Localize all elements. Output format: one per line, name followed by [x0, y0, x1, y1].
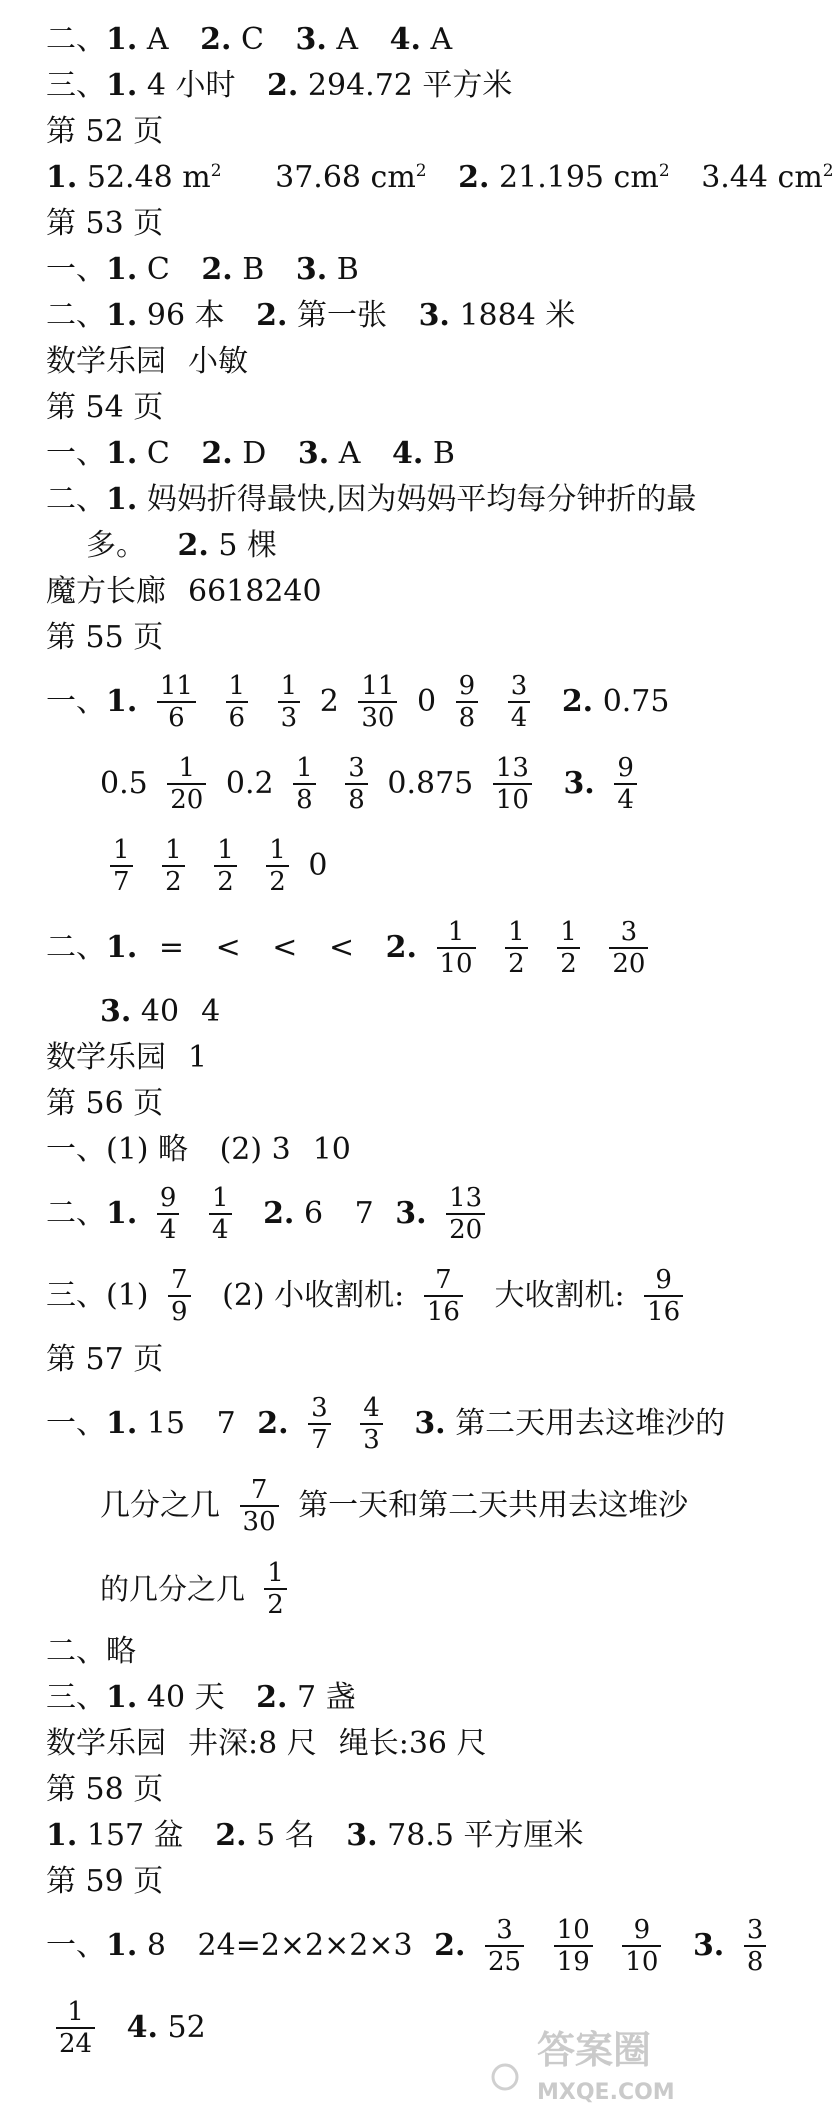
fraction — [622, 1915, 661, 1977]
answer-text: (1) — [106, 1278, 149, 1313]
numerator: 1 — [226, 671, 249, 703]
item-number: 2. — [561, 684, 594, 719]
fraction — [360, 1393, 383, 1455]
section-label: 一、 — [46, 1406, 106, 1441]
answer-text: 21.195 cm — [499, 160, 659, 195]
page-heading-text: 第 56 页 — [46, 1086, 164, 1121]
denominator: 20 — [449, 1215, 483, 1245]
item-number: 1. — [106, 1680, 138, 1715]
numerator: 4 — [360, 1393, 383, 1425]
denominator: 19 — [556, 1947, 590, 1977]
fraction — [226, 671, 249, 733]
section-label: 一、 — [46, 252, 106, 287]
page-heading-text: 第 57 页 — [46, 1342, 164, 1377]
item-number: 2. — [177, 528, 209, 563]
answer-text: 15 — [146, 1406, 186, 1441]
fraction — [614, 753, 637, 815]
answer-line — [86, 524, 746, 568]
fraction — [644, 1265, 683, 1327]
section-title: 数学乐园 — [46, 344, 166, 379]
numerator: 13 — [493, 753, 532, 785]
page-heading — [46, 1768, 706, 1812]
fraction — [437, 917, 476, 979]
answer-line — [46, 908, 706, 986]
denominator: 9 — [171, 1297, 188, 1327]
fraction — [456, 671, 479, 733]
denominator: 8 — [458, 703, 476, 733]
fraction — [557, 917, 580, 979]
superscript: 2 — [822, 161, 834, 181]
fraction — [209, 1183, 232, 1245]
answer-line — [46, 1128, 706, 1172]
numerator: 1 — [110, 835, 133, 867]
item-number: 1. — [106, 252, 138, 287]
numerator: 1 — [505, 917, 528, 949]
item-number: 3. — [418, 298, 450, 333]
numerator: 7 — [168, 1265, 191, 1297]
numerator: 1 — [209, 1183, 232, 1215]
fraction — [240, 1475, 279, 1537]
item-number: 1. — [106, 1928, 138, 1963]
answer-text: 大收割机: — [494, 1278, 625, 1313]
item-number: 3. — [295, 252, 328, 287]
answer-text: 几分之几 — [100, 1488, 220, 1523]
fraction — [744, 1915, 767, 1977]
numerator: 3 — [609, 917, 648, 949]
fraction — [266, 835, 289, 897]
item-number: 1. — [46, 1818, 78, 1853]
numerator: 9 — [622, 1915, 661, 1947]
answer-text: 2 — [319, 684, 339, 719]
denominator: 16 — [426, 1297, 460, 1327]
denominator: 6 — [228, 703, 246, 733]
page-heading-text: 第 59 页 — [46, 1864, 164, 1899]
answer-line — [46, 1814, 706, 1858]
comparison-symbol: = — [158, 930, 185, 965]
answer-text: 绳长:36 尺 — [338, 1726, 487, 1761]
page-heading — [46, 616, 706, 660]
answer-text: A — [338, 436, 361, 471]
answer-text: A — [146, 22, 169, 57]
watermark-url: MXQE.COM — [537, 2080, 675, 2105]
answer-text: 5 名 — [256, 1818, 315, 1853]
fraction — [609, 917, 648, 979]
denominator: 6 — [168, 703, 185, 733]
numerator: 9 — [157, 1183, 180, 1215]
section-label: 二、 — [46, 1634, 106, 1669]
page-heading-text: 第 53 页 — [46, 206, 164, 241]
answer-line — [46, 340, 706, 384]
item-number: 3. — [100, 994, 132, 1029]
fraction — [157, 671, 196, 733]
watermark-logo — [477, 2015, 727, 2105]
section-label: 二、 — [46, 298, 106, 333]
answer-line — [100, 1548, 760, 1626]
item-number: 1. — [46, 160, 78, 195]
item-number: 1. — [106, 930, 138, 965]
answer-line — [100, 744, 760, 822]
superscript: 2 — [658, 161, 670, 181]
fraction — [446, 1183, 485, 1245]
denominator: 8 — [296, 785, 313, 815]
answer-text: 4 — [201, 994, 221, 1029]
fraction — [308, 1393, 331, 1455]
numerator: 1 — [278, 671, 301, 703]
numerator: 7 — [240, 1475, 279, 1507]
denominator: 4 — [159, 1215, 177, 1245]
numerator: 3 — [485, 1915, 524, 1947]
answer-text: (1) 略 — [106, 1132, 189, 1167]
answer-text: 5 棵 — [218, 528, 278, 563]
answer-line — [46, 662, 706, 740]
numerator: 3 — [744, 1915, 767, 1947]
fraction — [358, 671, 397, 733]
answer-line — [46, 294, 706, 338]
answer-text: 的几分之几 — [100, 1572, 246, 1606]
answer-text: 0.2 — [225, 766, 274, 801]
denominator: 7 — [311, 1425, 328, 1455]
numerator: 11 — [358, 671, 397, 703]
superscript: 2 — [415, 161, 427, 181]
numerator: 1 — [266, 835, 289, 867]
answer-line — [46, 570, 706, 614]
numerator: 1 — [167, 753, 206, 785]
item-number: 1. — [106, 298, 138, 333]
numerator: 1 — [56, 1997, 95, 2029]
fraction — [214, 835, 237, 897]
comparison-symbol: < — [215, 930, 241, 965]
answer-line — [100, 1466, 760, 1544]
fraction — [493, 753, 532, 815]
answer-text: B — [336, 252, 359, 287]
answer-text: C — [240, 22, 264, 57]
answer-text: 小敏 — [188, 344, 248, 379]
comparison-symbol: < — [328, 930, 355, 965]
answer-text: 294.72 平方米 — [307, 68, 513, 103]
item-number: 2. — [257, 1406, 289, 1441]
item-number: 1. — [106, 1406, 138, 1441]
fraction — [424, 1265, 463, 1327]
denominator: 2 — [165, 867, 182, 897]
item-number: 3. — [395, 1196, 427, 1231]
section-label: 三、 — [46, 1680, 106, 1715]
answer-text: 0.75 — [602, 684, 670, 719]
answer-text: 0.5 — [100, 766, 148, 801]
item-number: 2. — [256, 1680, 288, 1715]
item-number: 2. — [458, 160, 490, 195]
item-number: 3. — [297, 436, 330, 471]
answer-text: 0 — [416, 684, 437, 719]
item-number: 3. — [692, 1928, 725, 1963]
answer-line — [46, 64, 706, 108]
numerator: 1 — [264, 1558, 287, 1590]
answer-text: 第二天用去这堆沙的 — [455, 1406, 726, 1441]
answer-text: 3.44 cm — [701, 160, 823, 195]
page-heading — [46, 386, 706, 430]
answer-text: 妈妈折得最快,因为妈妈平均每分钟折的最 — [146, 482, 697, 517]
item-number: 3. — [563, 766, 595, 801]
section-label: 一、 — [46, 1132, 106, 1167]
page-heading-text: 第 52 页 — [46, 114, 164, 149]
denominator: 4 — [510, 703, 528, 733]
denominator: 2 — [560, 949, 577, 979]
item-number: 2. — [434, 1928, 466, 1963]
item-number: 2. — [201, 436, 233, 471]
denominator: 7 — [113, 867, 130, 897]
answer-line — [46, 1174, 706, 1252]
denominator: 2 — [508, 949, 525, 979]
fraction — [508, 671, 531, 733]
answer-text: 8 — [146, 1928, 166, 1963]
answer-line — [46, 18, 706, 62]
page-heading — [46, 1338, 706, 1382]
fraction — [505, 917, 528, 979]
item-number: 2. — [200, 22, 232, 57]
answer-text: 7 盏 — [297, 1680, 356, 1715]
answer-text: 157 盆 — [86, 1818, 184, 1853]
item-number: 3. — [414, 1406, 446, 1441]
numerator: 3 — [345, 753, 368, 785]
answer-text: 第一天和第二天共用去这堆沙 — [298, 1488, 689, 1523]
numerator: 9 — [614, 753, 637, 785]
item-number: 2. — [267, 68, 299, 103]
denominator: 4 — [617, 785, 634, 815]
answer-text: 0 — [308, 848, 328, 883]
page-heading — [46, 110, 706, 154]
denominator: 25 — [488, 1947, 522, 1977]
answer-line — [100, 990, 760, 1034]
answer-text: 78.5 平方厘米 — [387, 1818, 584, 1853]
answer-text: 井深:8 尺 — [188, 1726, 317, 1761]
answer-line — [46, 1676, 706, 1720]
answer-text: B — [432, 436, 455, 471]
denominator: 2 — [269, 867, 286, 897]
fraction — [56, 1997, 95, 2059]
answer-text: 7 — [354, 1196, 374, 1231]
fraction — [168, 1265, 191, 1327]
numerator: 1 — [557, 917, 580, 949]
section-label: 二、 — [46, 1196, 106, 1231]
answer-text: 6 — [303, 1196, 324, 1231]
denominator: 8 — [746, 1947, 764, 1977]
fraction — [278, 671, 301, 733]
denominator: 8 — [348, 785, 365, 815]
section-title: 魔方长廊 — [46, 574, 166, 609]
fraction — [485, 1915, 524, 1977]
answer-text: 0.875 — [387, 766, 474, 801]
fraction — [110, 835, 133, 897]
watermark-text: 答案圈 — [537, 2028, 652, 2072]
denominator: 20 — [170, 785, 204, 815]
denominator: 20 — [612, 949, 646, 979]
superscript: 2 — [210, 161, 222, 181]
item-number: 1. — [106, 22, 138, 57]
page-heading-text: 第 58 页 — [46, 1772, 164, 1807]
answer-line — [46, 156, 834, 200]
item-number: 2. — [263, 1196, 295, 1231]
answer-text: 37.68 cm — [275, 160, 416, 195]
answer-line — [46, 248, 706, 292]
item-number: 2. — [385, 930, 417, 965]
denominator: 30 — [242, 1507, 276, 1537]
section-title: 数学乐园 — [46, 1726, 166, 1761]
answer-text: 6618240 — [188, 574, 322, 609]
answer-text: 1 — [188, 1040, 208, 1075]
answer-line — [100, 826, 760, 904]
section-label: 一、 — [46, 1928, 106, 1963]
numerator: 10 — [554, 1915, 593, 1947]
numerator: 3 — [508, 671, 531, 703]
denominator: 3 — [280, 703, 298, 733]
item-number: 4. — [391, 436, 424, 471]
answer-text: 1884 米 — [459, 298, 576, 333]
numerator: 1 — [437, 917, 476, 949]
numerator: 7 — [424, 1265, 463, 1297]
answer-line — [46, 1722, 706, 1766]
denominator: 2 — [217, 867, 234, 897]
section-label: 二、 — [46, 22, 106, 57]
answer-text: A — [336, 22, 359, 57]
denominator: 3 — [363, 1425, 380, 1455]
fraction — [167, 753, 206, 815]
page-heading-text: 第 54 页 — [46, 390, 164, 425]
answer-text: 多。 — [86, 528, 146, 563]
section-label: 二、 — [46, 482, 106, 517]
denominator: 10 — [625, 1947, 659, 1977]
denominator: 10 — [495, 785, 529, 815]
section-title: 数学乐园 — [46, 1040, 166, 1075]
item-number: 1. — [106, 68, 138, 103]
denominator: 2 — [267, 1590, 284, 1620]
answer-line — [46, 1384, 726, 1462]
numerator: 1 — [214, 835, 237, 867]
section-label: 一、 — [46, 684, 106, 719]
answer-text: 52.48 m — [86, 160, 211, 195]
item-number: 1. — [106, 1196, 138, 1231]
answer-text: 24=2×2×2×3 — [197, 1928, 413, 1963]
item-number: 1. — [106, 436, 138, 471]
fraction — [157, 1183, 180, 1245]
answer-text: 96 本 — [146, 298, 225, 333]
page-heading — [46, 202, 706, 246]
numerator: 11 — [157, 671, 196, 703]
numerator: 13 — [446, 1183, 485, 1215]
answer-line — [46, 1630, 706, 1674]
item-number: 4. — [126, 2010, 158, 2045]
item-number: 2. — [201, 252, 233, 287]
answer-text: 40 天 — [146, 1680, 225, 1715]
section-label: 一、 — [46, 436, 106, 471]
wechat-icon — [493, 2065, 517, 2089]
item-number: 4. — [389, 22, 421, 57]
answer-text: 52 — [167, 2010, 206, 2045]
fraction — [554, 1915, 593, 1977]
answer-line — [46, 1036, 706, 1080]
answer-text: 7 — [216, 1406, 236, 1441]
answer-text: D — [242, 436, 267, 471]
item-number: 3. — [346, 1818, 378, 1853]
denominator: 10 — [439, 949, 473, 979]
answer-line — [46, 1256, 706, 1334]
answer-line — [46, 432, 706, 476]
section-label: 三、 — [46, 68, 106, 103]
numerator: 9 — [456, 671, 479, 703]
item-number: 1. — [106, 482, 138, 517]
page-heading — [46, 1860, 706, 1904]
page-heading — [46, 1082, 706, 1126]
numerator: 1 — [162, 835, 185, 867]
denominator: 4 — [211, 1215, 229, 1245]
item-number: 2. — [215, 1818, 247, 1853]
numerator: 1 — [293, 753, 316, 785]
section-label: 三、 — [46, 1278, 106, 1313]
answer-text: (2) 3 — [219, 1132, 291, 1167]
answer-text: 40 — [140, 994, 180, 1029]
numerator: 9 — [644, 1265, 683, 1297]
denominator: 16 — [647, 1297, 681, 1327]
denominator: 30 — [361, 703, 395, 733]
answer-text: 10 — [312, 1132, 351, 1167]
answer-text: 第一张 — [297, 298, 388, 333]
item-number: 1. — [106, 684, 138, 719]
item-number: 3. — [295, 22, 327, 57]
answer-text: C — [146, 252, 170, 287]
section-label: 二、 — [46, 930, 106, 965]
fraction — [293, 753, 316, 815]
answer-line — [46, 478, 706, 522]
answer-text: C — [146, 436, 170, 471]
answer-text: 4 小时 — [146, 68, 236, 103]
item-number: 2. — [256, 298, 288, 333]
fraction — [264, 1558, 287, 1620]
denominator: 24 — [59, 2029, 93, 2059]
fraction — [162, 835, 185, 897]
answer-text: A — [430, 22, 453, 57]
comparison-symbol: < — [272, 930, 298, 965]
answer-line — [46, 1906, 764, 1984]
answer-text: (2) 小收割机: — [222, 1278, 405, 1313]
numerator: 3 — [308, 1393, 331, 1425]
fraction — [345, 753, 368, 815]
answer-text: 略 — [106, 1634, 136, 1669]
answer-text: B — [242, 252, 265, 287]
page-heading-text: 第 55 页 — [46, 620, 164, 655]
